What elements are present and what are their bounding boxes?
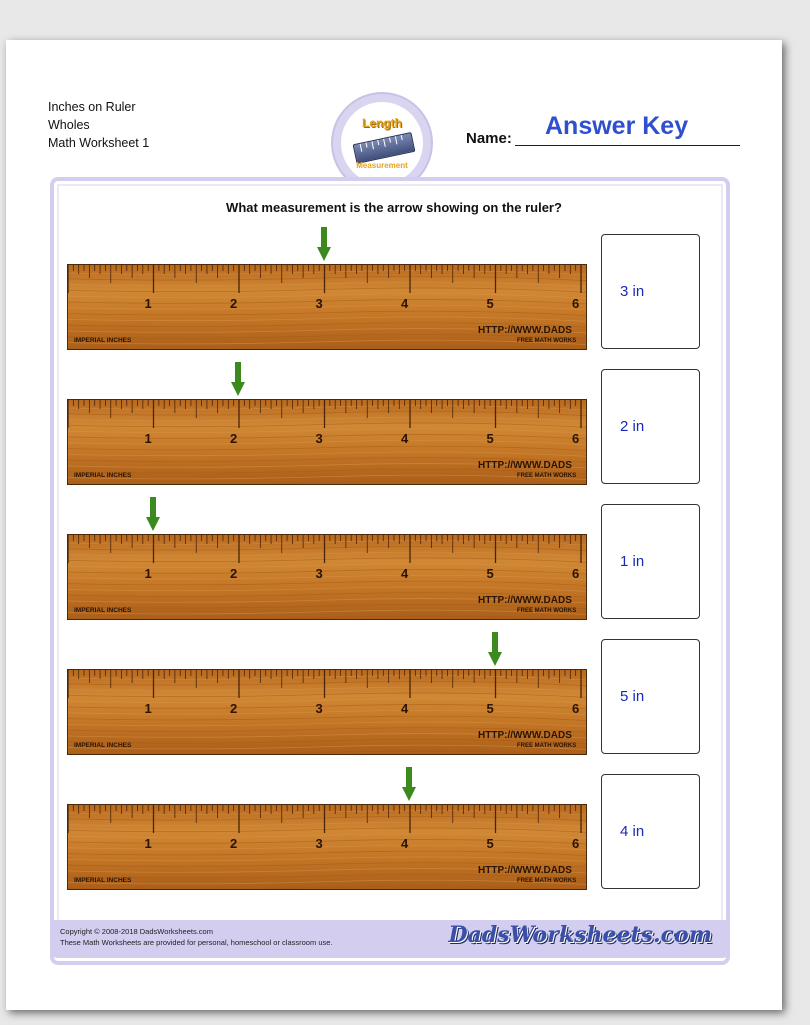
copyright-line: Copyright © 2008-2018 DadsWorksheets.com [60,927,213,936]
pointer-arrow-icon [231,362,245,396]
title-line-3: Math Worksheet 1 [48,136,150,150]
instruction-text: What measurement is the arrow showing on the ruler? [226,200,562,215]
ruler-url-text: HTTP://WWW.DADS [478,460,572,471]
ruler-number: 4 [401,836,409,851]
answer-text: 5 in [620,688,645,705]
answer-text: 4 in [620,823,645,840]
ruler-number: 3 [315,701,323,716]
ruler-subtext: FREE MATH WORKS [517,878,577,884]
ruler-number: 4 [401,566,409,581]
ruler-url-text: HTTP://WWW.DADS [478,325,572,336]
ruler-number: 5 [486,836,494,851]
footer-bar [50,920,730,958]
answer-box [601,504,700,619]
pointer-arrow-icon [402,767,416,801]
answer-box [601,234,700,349]
ruler-subtext: FREE MATH WORKS [517,338,577,344]
dadsworksheets-logo: DadsWorksheets.com [448,922,712,948]
ruler-number: 6 [572,836,580,851]
ruler-icon [353,132,416,164]
ruler-unit-label: IMPERIAL INCHES [74,742,132,749]
ruler-number: 2 [230,431,238,446]
ruler-number: 6 [572,701,580,716]
title-line-1: Inches on Ruler [48,100,136,114]
name-label: Name: [466,130,512,147]
ruler-number: 2 [230,296,238,311]
ruler-number: 5 [486,566,494,581]
ruler-subtext: FREE MATH WORKS [517,473,577,479]
ruler-number: 5 [486,431,494,446]
ruler-number: 3 [315,296,323,311]
ruler-number: 1 [144,701,152,716]
ruler [67,264,587,350]
pointer-arrow-icon [317,227,331,261]
ruler-url-text: HTTP://WWW.DADS [478,865,572,876]
answer-box [601,369,700,484]
ruler-number: 2 [230,566,238,581]
ruler-number: 1 [144,296,152,311]
ruler [67,399,587,485]
ruler-unit-label: IMPERIAL INCHES [74,472,132,479]
usage-notice: These Math Worksheets are provided for personal, homeschool or classroom use. [60,938,333,947]
answer-text: 1 in [620,553,645,570]
answer-key-text: Answer Key [545,112,689,140]
pointer-arrow-icon [488,632,502,666]
ruler-number: 1 [144,836,152,851]
worksheet-page [6,40,782,1010]
ruler-number: 1 [144,566,152,581]
ruler-url-text: HTTP://WWW.DADS [478,595,572,606]
answer-text: 3 in [620,283,645,300]
ruler-number: 6 [572,431,580,446]
worksheet-title [48,98,149,152]
answer-box [601,774,700,889]
ruler-number: 6 [572,566,580,581]
ruler [67,804,587,890]
ruler-number: 3 [315,836,323,851]
ruler-url-text: HTTP://WWW.DADS [478,730,572,741]
copyright-text [60,926,333,948]
title-line-2: Wholes [48,118,90,132]
ruler-subtext: FREE MATH WORKS [517,608,577,614]
pointer-arrow-icon [146,497,160,531]
ruler-number: 5 [486,701,494,716]
name-line [515,145,740,146]
answer-box [601,639,700,754]
ruler-unit-label: IMPERIAL INCHES [74,337,132,344]
ruler-number: 2 [230,701,238,716]
ruler [67,669,587,755]
ruler-number: 3 [315,566,323,581]
ruler-unit-label: IMPERIAL INCHES [74,877,132,884]
ruler-number: 2 [230,836,238,851]
ruler-number: 4 [401,296,409,311]
ruler-number: 3 [315,431,323,446]
ruler-number: 6 [572,296,580,311]
ruler-number: 5 [486,296,494,311]
logo-top-text: Length [362,116,402,130]
ruler-number: 4 [401,701,409,716]
ruler [67,534,587,620]
answer-text: 2 in [620,418,645,435]
logo-bottom-text: Measurement [356,161,408,170]
ruler-unit-label: IMPERIAL INCHES [74,607,132,614]
ruler-number: 4 [401,431,409,446]
ruler-number: 1 [144,431,152,446]
ruler-subtext: FREE MATH WORKS [517,743,577,749]
